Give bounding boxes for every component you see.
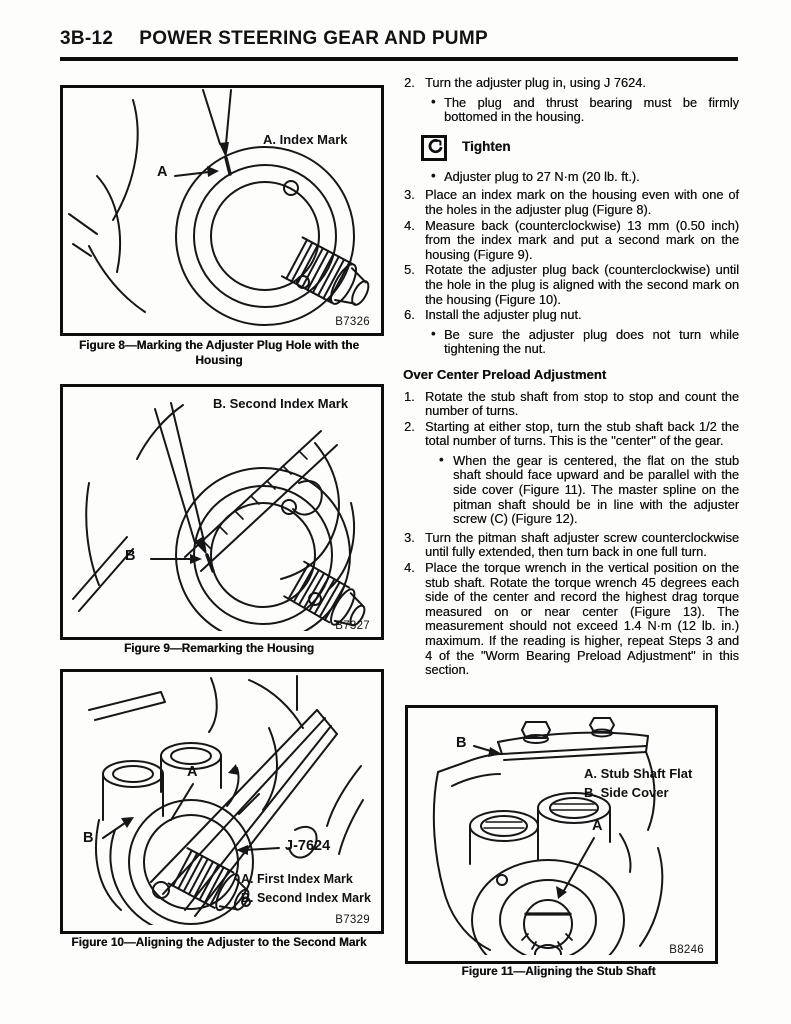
step-number: 2.: [404, 75, 415, 90]
bullet-plug-no-turn: [403, 328, 739, 357]
step-turn-adjuster-plug: [403, 76, 739, 91]
figure-11-legend-a: A. Stub Shaft Flat: [584, 766, 693, 781]
step-text: Measure back (counterclockwise) 13 mm (0.50 inch) from the index mark and put a second mark on the housing (Figure 9).: [425, 217, 739, 262]
page-number: 3B-12: [60, 28, 114, 49]
figure-10-callout-a: A: [187, 764, 198, 780]
step-number: 3.: [404, 529, 415, 545]
figure-10-caption: Figure 10—Aligning the Adjuster to the Second Mark: [71, 935, 367, 949]
figure-10-legend-a: A. First Index Mark: [241, 872, 353, 886]
figure-8-code: B7326: [335, 316, 370, 328]
step-number: 1.: [404, 388, 415, 404]
figure-8: [60, 85, 384, 367]
step-rotate-plug-back: [403, 263, 739, 307]
figure-9-box: [60, 384, 384, 640]
bullet-torque-spec: [403, 170, 739, 185]
figure-8-steering-gear-illustration: [63, 88, 375, 327]
figure-10-spanner-tool-illustration: [63, 672, 375, 925]
figure-9: [60, 384, 384, 655]
tighten-label: Tighten: [462, 139, 511, 155]
page-header: [60, 28, 488, 50]
figure-8-box: [60, 85, 384, 336]
bullet-text: • Adjuster plug to 27 N·m (20 lb. ft.).: [444, 168, 640, 184]
tighten-callout: [421, 133, 739, 163]
figure-10: [60, 669, 384, 949]
header-rule: [60, 57, 738, 61]
figure-11-box: [405, 705, 718, 964]
figure-9-ruler-illustration: [63, 387, 375, 631]
bullet-text: • The plug and thrust bearing must be firmly bottomed in the housing.: [444, 94, 739, 125]
step-text: Turn the pitman shaft adjuster screw counterclockwise until fully extended, then turn back in one full turn.: [425, 529, 739, 560]
step-number: 3.: [404, 187, 415, 203]
tighten-wrench-icon: [421, 135, 447, 161]
figure-8-callout-a: A: [157, 164, 168, 180]
step-number: 6.: [404, 307, 415, 323]
figure-9-callout-b: B: [125, 548, 136, 564]
step-turn-pitman-screw: [403, 531, 739, 560]
step-text: Starting at either stop, turn the stub shaft back 1/2 the total number of turns. This is the "center" of the gear.: [425, 418, 739, 449]
bullet-text: • Be sure the adjuster plug does not turn while tightening the nut.: [444, 326, 739, 357]
bullet-gear-centered: [403, 454, 739, 527]
figure-10-callout-b: B: [83, 830, 94, 846]
bullet-plug-bottomed: [403, 96, 739, 125]
figure-10-legend-b: B. Second Index Mark: [241, 891, 371, 905]
figure-9-code: B7327: [335, 620, 370, 632]
step-number: 2.: [404, 418, 415, 434]
step-number: 4.: [404, 217, 415, 233]
figure-10-tool-label: J-7624: [285, 838, 331, 854]
figure-10-box: [60, 669, 384, 934]
bullet-text: • When the gear is centered, the flat on the stub shaft should face upward and be parallel with the side cover (Figure 11). The master spline on the pitman shaft should be in line with the adjuster screw (C) (Figure 12).: [453, 452, 739, 527]
figure-11-callout-b: B: [456, 735, 467, 751]
figure-9-caption: Figure 9—Remarking the Housing: [123, 641, 315, 655]
figure-11-caption: Figure 11—Aligning the Stub Shaft: [461, 964, 656, 978]
figure-11-stub-shaft-illustration: [408, 708, 709, 955]
step-text: Install the adjuster plug nut.: [425, 307, 582, 323]
over-center-heading: Over Center Preload Adjustment: [403, 366, 607, 382]
step-place-index-mark: [403, 188, 739, 217]
step-number: 4.: [404, 560, 415, 576]
step-number: 5.: [404, 262, 415, 278]
step-text: Rotate the stub shaft from stop to stop and count the number of turns.: [425, 388, 739, 419]
step-text: Place the torque wrench in the vertical position on the stub shaft. Rotate the torque wrench 45 degrees each side of the center and record the highest drag torque measured on or near center (Figure 13). The measurement should not exceed 1.4 N·m (12 lb. in.) maximum. If the reading is higher, repeat Steps 3 and 4 of the "Worm Bearing Preload Adjustment" in this section.: [425, 560, 739, 678]
figure-10-code: B7329: [335, 914, 370, 926]
step-center-gear: [403, 420, 739, 449]
step-torque-wrench: [403, 561, 739, 678]
page-title: POWER STEERING GEAR AND PUMP: [139, 28, 488, 49]
figure-8-caption: Figure 8—Marking the Adjuster Plug Hole with the Housing: [78, 338, 360, 367]
figure-11-legend-b: B. Side Cover: [584, 785, 669, 800]
step-install-plug-nut: [403, 308, 739, 323]
right-column: [403, 76, 739, 679]
figure-11: [405, 705, 718, 978]
step-rotate-stub-shaft: [403, 390, 739, 419]
figure-11-callout-a: A: [592, 818, 603, 834]
step-text: Turn the adjuster plug in, using J 7624.: [425, 75, 646, 90]
step-text: Rotate the adjuster plug back (counterclockwise) until the hole in the plug is aligned with the second mark on the housing (Figure 10).: [425, 262, 739, 307]
figure-9-legend: B. Second Index Mark: [213, 396, 349, 411]
figure-11-code: B8246: [669, 944, 704, 956]
step-text: Place an index mark on the housing even with one of the holes in the adjuster plug (Figure 8).: [425, 187, 739, 217]
figure-8-legend: A. Index Mark: [263, 132, 348, 147]
step-measure-back: [403, 219, 739, 263]
